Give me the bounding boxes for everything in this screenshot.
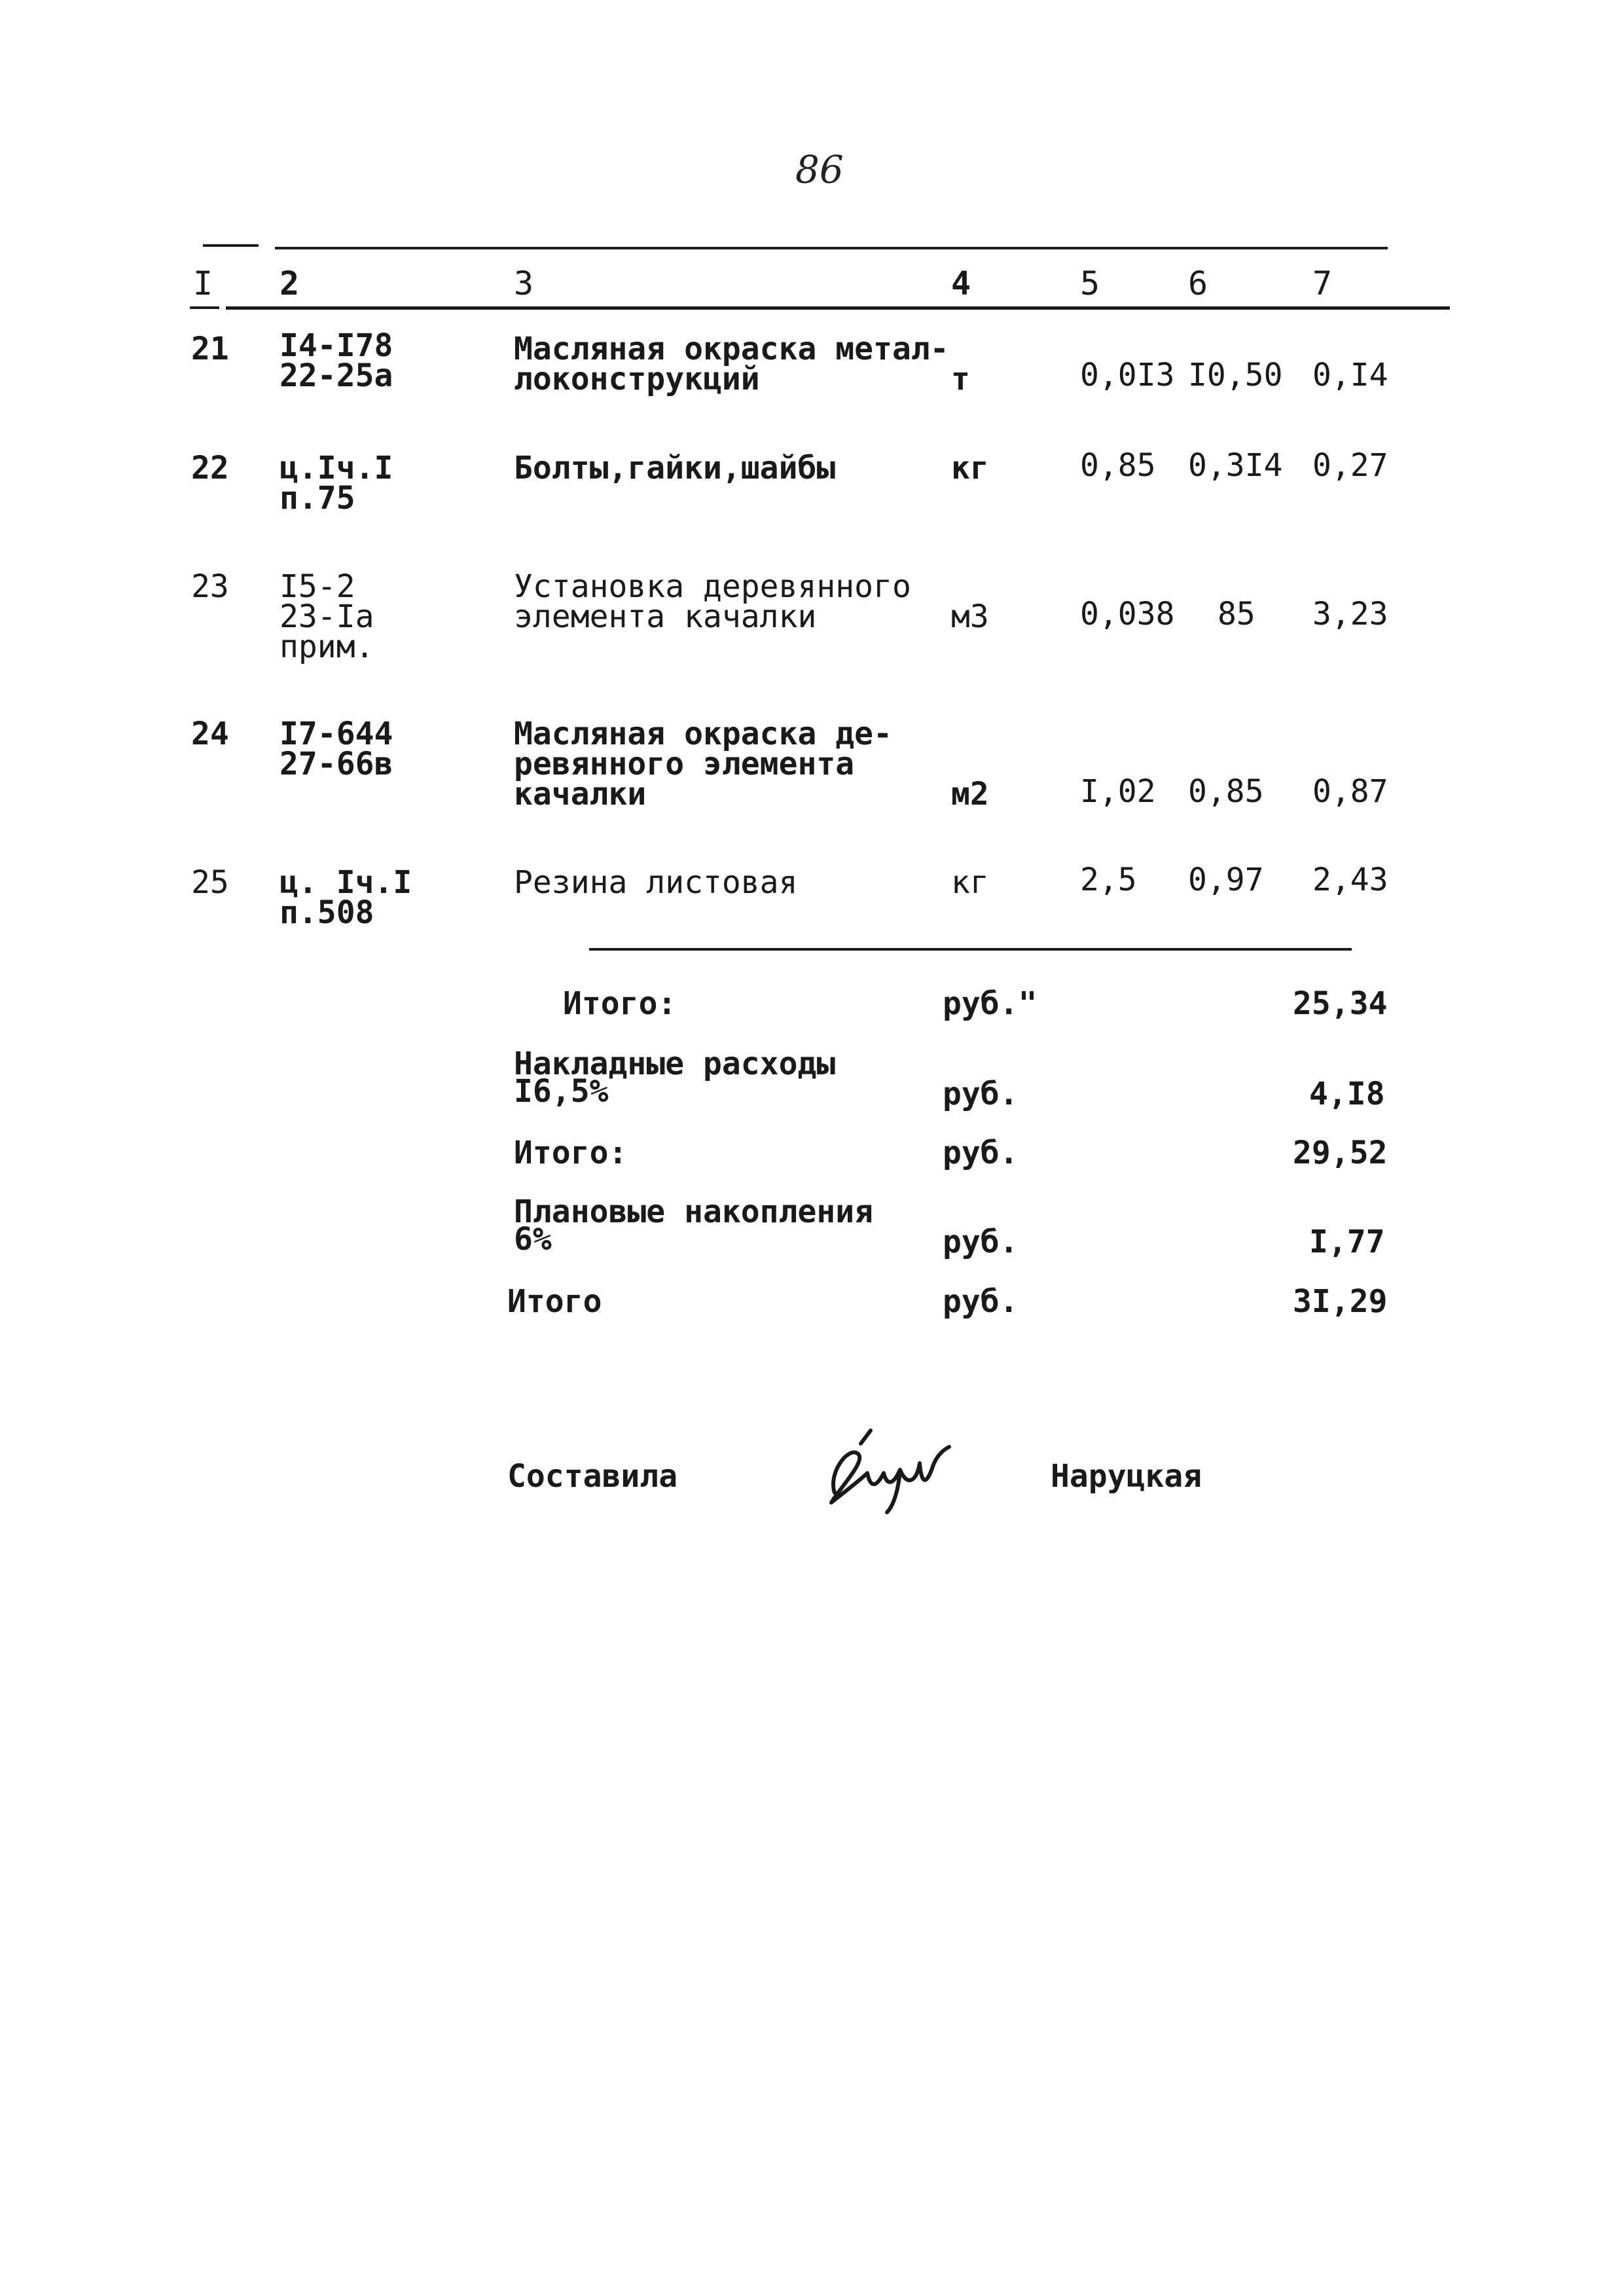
- row-cost: 0,87: [1312, 773, 1388, 810]
- summary-label: Итого:: [563, 985, 677, 1022]
- summary-unit: руб.: [943, 1283, 1019, 1320]
- row-code-line: ц. Iч.I: [280, 864, 412, 901]
- row-qty: 2,5: [1080, 862, 1137, 898]
- row-price: 0,97: [1188, 862, 1264, 898]
- column-header-2: 2: [280, 264, 300, 302]
- row-name-line: Резина листовая: [514, 864, 798, 901]
- row-qty: 0,85: [1080, 447, 1156, 484]
- summary-unit: руб.: [943, 1076, 1019, 1112]
- column-header-7: 7: [1312, 264, 1333, 302]
- summary-unit: руб.: [943, 1224, 1019, 1260]
- row-number: 22: [191, 450, 229, 486]
- row-qty: 0,0I3: [1080, 357, 1175, 393]
- row-unit: кг: [951, 450, 989, 486]
- row-cost: 2,43: [1312, 862, 1388, 898]
- summary-unit: руб.: [943, 1135, 1019, 1171]
- summary-label: Итого: [507, 1283, 602, 1320]
- row-code-line: I5-2: [280, 568, 355, 605]
- row-name-line: Масляная окраска де-: [514, 716, 892, 752]
- row-name-line: Установка деревянного: [514, 568, 911, 605]
- row-qty: I,02: [1080, 773, 1156, 810]
- row-cost: 3,23: [1312, 596, 1388, 632]
- row-code-line: п.75: [280, 480, 355, 517]
- summary-value: 4,I8: [1309, 1076, 1385, 1112]
- row-unit: м2: [951, 776, 989, 812]
- summary-value: 3I,29: [1293, 1283, 1388, 1320]
- row-name-line: Болты,гайки,шайбы: [514, 450, 836, 486]
- summary-value: 29,52: [1293, 1135, 1388, 1171]
- compiler-name: Наруцкая: [1051, 1458, 1202, 1495]
- row-name-line: ревянного элемента: [514, 746, 855, 782]
- row-code-line: прим.: [280, 629, 374, 665]
- row-name-line: элемента качалки: [514, 598, 817, 635]
- summary-label: Накладные расходы: [514, 1046, 836, 1082]
- header-rule: [226, 306, 1450, 310]
- summary-unit: руб.": [943, 985, 1038, 1022]
- summary-value: 25,34: [1293, 985, 1388, 1022]
- row-name-line: качалки: [514, 776, 647, 812]
- row-code-line: ц.Iч.I: [280, 450, 393, 486]
- row-price: 85: [1218, 596, 1255, 632]
- row-code-line: 23-Ia: [280, 598, 374, 635]
- column-header-3: 3: [514, 264, 534, 302]
- row-name-line: Масляная окраска метал-: [514, 331, 949, 367]
- row-code-line: 22-25a: [280, 357, 393, 394]
- row-unit: т: [951, 361, 970, 397]
- signature-image: [821, 1427, 952, 1519]
- summary-label: I6,5%: [514, 1073, 609, 1110]
- row-code-line: п.508: [280, 894, 374, 931]
- column-header-6: 6: [1188, 264, 1208, 302]
- column-header-4: 4: [951, 264, 971, 302]
- row-unit: кг: [951, 864, 989, 901]
- compiled-label: Составила: [507, 1458, 678, 1495]
- header-underline-1: [190, 306, 219, 309]
- row-qty: 0,038: [1080, 596, 1175, 632]
- row-name-line: локонструкций: [514, 361, 760, 397]
- row-code-line: 27-66в: [280, 746, 393, 782]
- page-number: 86: [795, 147, 844, 192]
- row-price: 0,3I4: [1188, 447, 1283, 484]
- summary-label: 6%: [514, 1221, 552, 1258]
- row-number: 23: [191, 568, 229, 605]
- row-price: 0,85: [1188, 773, 1264, 810]
- row-code-line: I4-I78: [280, 327, 393, 364]
- summary-label: Плановые накопления: [514, 1194, 874, 1230]
- row-code-line: I7-644: [280, 716, 393, 752]
- top-rule: [275, 247, 1388, 249]
- summary-value: I,77: [1309, 1224, 1385, 1260]
- row-cost: 0,27: [1312, 447, 1388, 484]
- row-number: 25: [191, 864, 229, 901]
- row-price: I0,50: [1188, 357, 1283, 393]
- column-header-1: I: [193, 264, 213, 302]
- column-header-5: 5: [1080, 264, 1100, 302]
- totals-rule: [589, 948, 1352, 951]
- summary-label: Итого:: [514, 1135, 628, 1171]
- row-unit: м3: [951, 598, 989, 635]
- row-number: 21: [191, 331, 229, 367]
- row-cost: 0,I4: [1312, 357, 1388, 393]
- row-number: 24: [191, 716, 229, 752]
- top-rule-short: [203, 244, 259, 247]
